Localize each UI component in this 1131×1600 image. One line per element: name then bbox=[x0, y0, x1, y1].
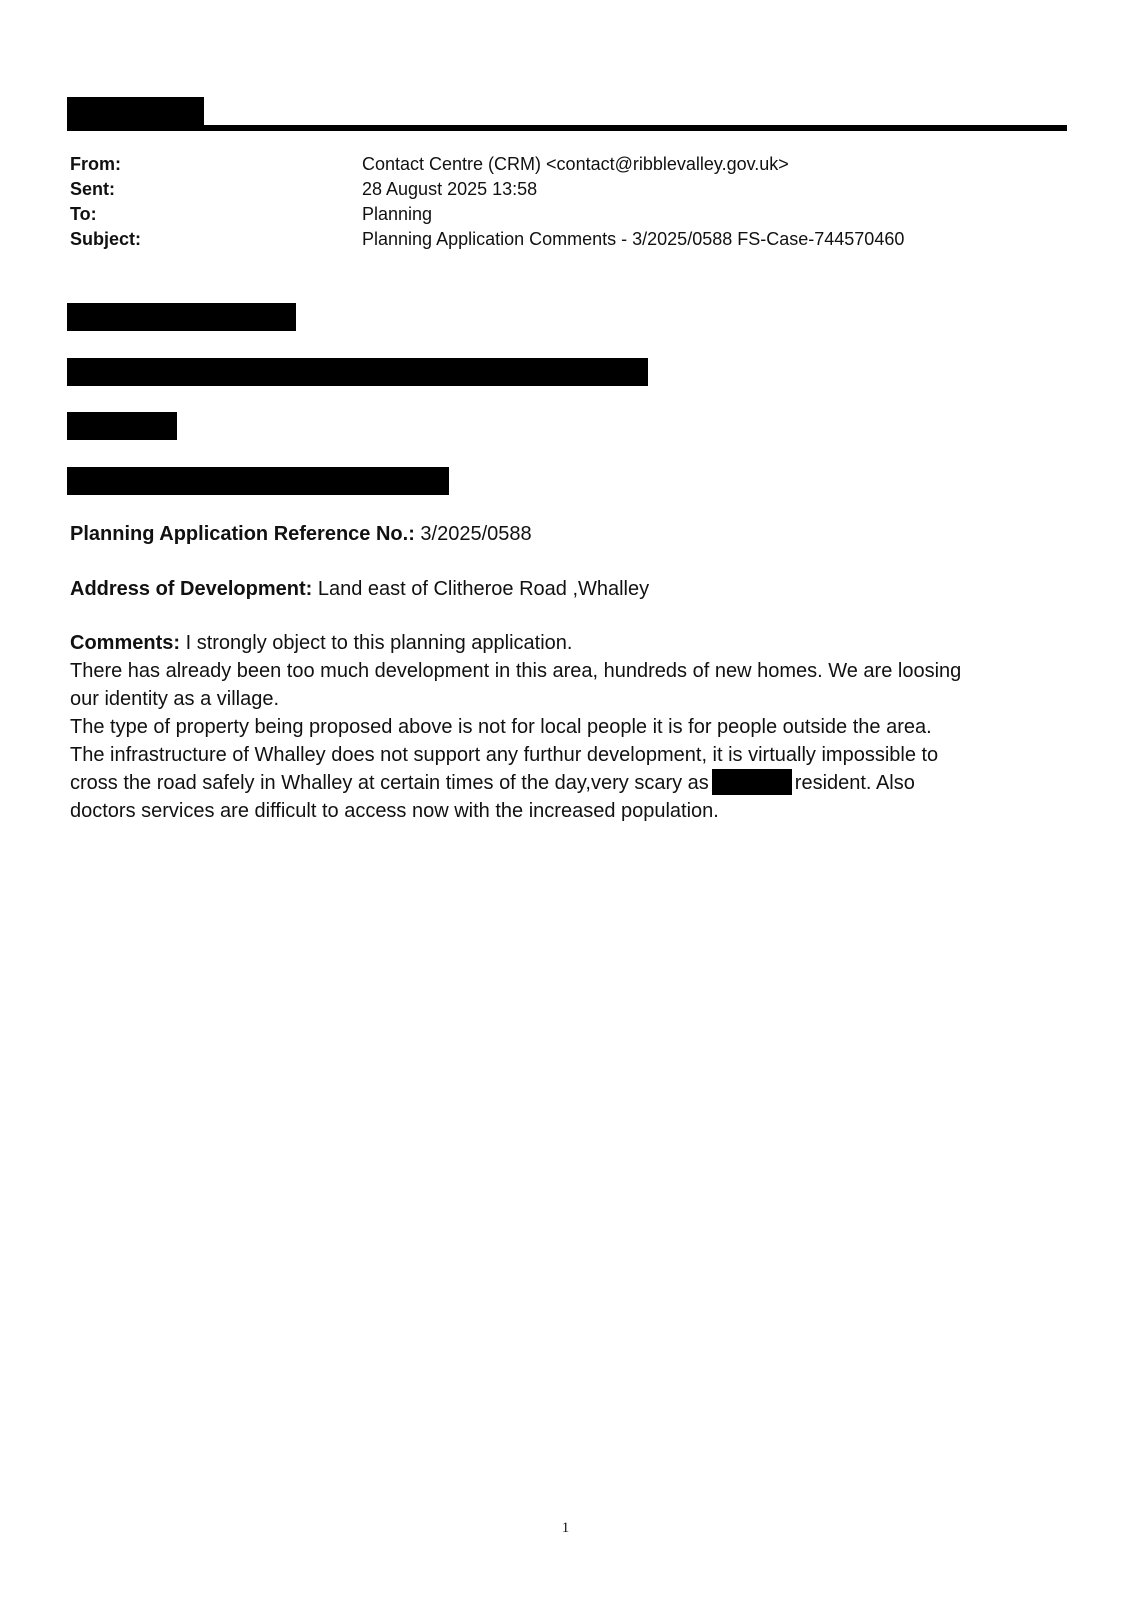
comments-line-6-after: resident. Also bbox=[794, 772, 915, 794]
comments-line-5: The infrastructure of Whalley does not support any furthur development, it is virtually impossible to bbox=[70, 744, 939, 766]
comments-line-6 bbox=[70, 769, 1070, 797]
redacted-inline bbox=[712, 769, 792, 795]
header-divider bbox=[67, 125, 1067, 131]
comments-line-7: doctors services are difficult to access now with the increased population. bbox=[70, 800, 719, 822]
comments-line-4: The type of property being proposed above is not for local people it is for people outside the area. bbox=[70, 716, 932, 738]
page-number: 1 bbox=[561, 1520, 570, 1536]
redacted-sender-name bbox=[67, 97, 204, 125]
comments-line-6-before: cross the road safely in Whalley at certain times of the day,very scary as bbox=[70, 772, 709, 794]
redacted-address bbox=[67, 358, 648, 386]
email-header bbox=[70, 152, 1070, 252]
reference-value: 3/2025/0588 bbox=[420, 523, 532, 545]
to-label: To: bbox=[70, 204, 97, 224]
redacted-email bbox=[67, 467, 449, 495]
comments-line-3: our identity as a village. bbox=[70, 688, 280, 710]
reference-line bbox=[70, 520, 1070, 548]
to-row bbox=[70, 202, 1070, 227]
from-row bbox=[70, 152, 1070, 177]
address-line bbox=[70, 575, 1070, 603]
comments-text-1: I strongly object to this planning application. bbox=[185, 632, 573, 654]
comments-block bbox=[70, 629, 1070, 825]
address-value: Land east of Clitheroe Road ,Whalley bbox=[317, 578, 650, 600]
subject-label: Subject: bbox=[70, 229, 142, 249]
comments-label: Comments: bbox=[70, 632, 181, 654]
redacted-name bbox=[67, 303, 296, 331]
from-value: Contact Centre (CRM) <contact@ribblevalley.gov.uk> bbox=[362, 154, 789, 174]
subject-row bbox=[70, 227, 1070, 252]
sent-value: 28 August 2025 13:58 bbox=[362, 179, 538, 199]
from-label: From: bbox=[70, 154, 121, 174]
subject-value: Planning Application Comments - 3/2025/0588 FS-Case-744570460 bbox=[362, 229, 905, 249]
sent-row bbox=[70, 177, 1070, 202]
sent-label: Sent: bbox=[70, 179, 115, 199]
comments-line-2: There has already been too much development in this area, hundreds of new homes. We are loosing bbox=[70, 660, 962, 682]
reference-label: Planning Application Reference No.: bbox=[70, 523, 415, 545]
comments-line-1 bbox=[70, 629, 1070, 657]
address-label: Address of Development: bbox=[70, 578, 313, 600]
redacted-postcode bbox=[67, 412, 177, 440]
to-value: Planning bbox=[362, 204, 433, 224]
